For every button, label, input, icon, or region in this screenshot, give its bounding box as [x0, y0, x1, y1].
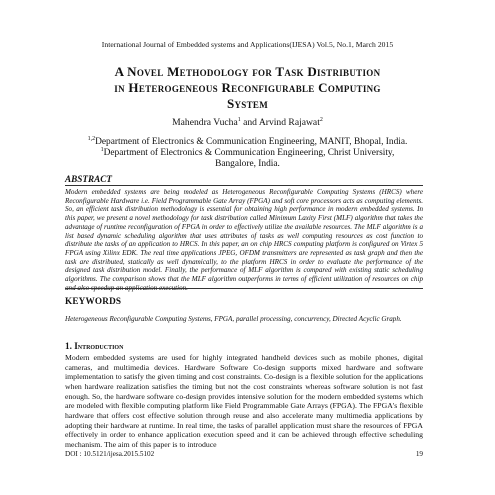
page-footer [65, 450, 423, 458]
paper-title [50, 64, 445, 112]
title-line-2: in Heterogeneous Reconfigurable Computing [114, 80, 381, 95]
affiliation-text: Department of Electronics & Communication Engineering, Christ University, [103, 148, 395, 158]
introduction-heading: 1. Introduction [65, 341, 124, 351]
title-line-1: A Novel Methodology for Task Distribution [114, 64, 381, 79]
introduction-text: Modern embedded systems are used for highly integrated handheld devices such as mobile phones, digital cameras, and multimedia devices. Hardware Software Co-design supports mixed hardware and software implementation to satisfy the given timing and cost constraints. Co-design is a flexible solution for the applications when hardware realization satisfies the timing but not the cost constraints whereas software solution is not fast enough. So, the hardware software co-design provides intensive solution for the modern embedded systems which are modeled with flexible computing platform like Field Programmable Gate Arrays (FPGA). The FPGA's flexible hardware that offers cost effective solution through reuse and also accelerate many multimedia applications by adopting their hardware at runtime. In real time, the tasks of parallel application must share the resources of FPGA effectively in order to enhance application execution speed and it can be achieved through effective scheduling mechanism. The aim of this paper is to introduce [65, 353, 423, 449]
affiliation-superscript: 1,2 [87, 135, 96, 142]
author-list [0, 117, 495, 128]
author-name: Mahendra Vucha [172, 117, 238, 128]
keywords-heading: KEYWORDS [65, 296, 122, 306]
affiliation-superscript: 1 [100, 146, 104, 153]
abstract-top-rule [65, 185, 423, 186]
abstract-heading: ABSTRACT [65, 174, 112, 184]
affiliation-text: Department of Electronics & Communication Engineering, MANIT, Bhopal, India. [95, 137, 408, 147]
author-joiner: and [240, 117, 259, 128]
title-line-3: System [226, 96, 269, 111]
affiliation-1 [0, 137, 495, 148]
page-number: 19 [415, 450, 423, 458]
affiliation-2 [0, 148, 495, 159]
abstract-bottom-rule [65, 288, 423, 289]
affiliation-city: Bangalore, India. [215, 159, 280, 169]
author-superscript: 1 [237, 116, 241, 123]
doi-text: DOI : 10.5121/ijesa.2015.5102 [65, 450, 155, 458]
author-name: Arvind Rajawat [258, 117, 320, 128]
abstract-text: Modern embedded systems are being modeled as Heterogeneous Reconfigurable Computing Systems (HRCS) where Reconfigurable Hardware i.e. Field Programmable Gate Array (FPGA) and soft core processors acts as computing elements. So, an efficient task distribution methodology is essential for obtaining high performance in modern embedded systems. In this paper, we present a novel methodology for task distribution called Minimum Laxity First (MLF) algorithm that takes the advantage of runtime reconfiguration of FPGA in order to effectively utilize the available resources. The MLF algorithm is a list based dynamic scheduling algorithm that uses attributes of tasks as well computing resources as cost function to distribute the tasks of an application to HRCS. In this paper, an on chip HRCS computing platform is configured on Virtex 5 FPGA using Xilinx EDK. The real time applications JPEG, OFDM transmitters are represented as task graph and then the task are distributed, statically as well dynamically, to the platform HRCS in order to evaluate the performance of the designed task distribution model. Finally, the performance of MLF algorithm is compared with existing static scheduling algorithms. The comparison shows that the MLF algorithm outperforms in terms of efficient utilization of resources on chip and also speedup an application execution. [65, 188, 423, 292]
author-superscript: 2 [319, 116, 323, 123]
keywords-text: Heterogeneous Reconfigurable Computing Systems, FPGA, parallel processing, concurrency, Directed Acyclic Graph. [65, 315, 402, 323]
journal-header: International Journal of Embedded systems and Applications(IJESA) Vol.5, No.1, March 2015 [101, 40, 394, 49]
